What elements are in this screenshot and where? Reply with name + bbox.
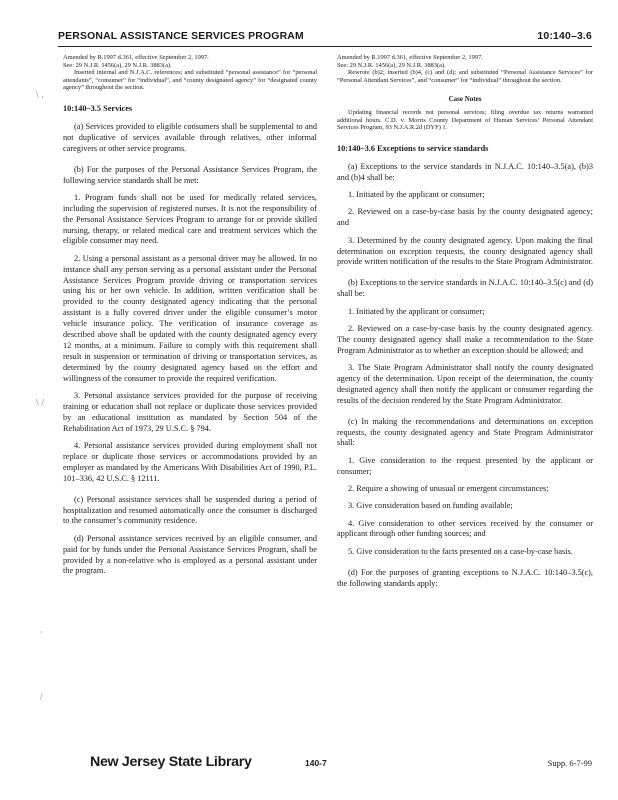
section-heading: 10:140–3.5 Services [63, 103, 133, 113]
paragraph: 2. Require a showing of unusual or emergent circumstances; [348, 483, 549, 493]
paragraph: 4. Personal assistance services provided during employment shall not replace or duplicate those services or accommodations provided by an employer as mandated by the Americans With Disabilities Act of 1990, P.L. 101–336, 42 U.S.C. § 12111. [63, 441, 317, 483]
header-title: PERSONAL ASSISTANCE SERVICES PROGRAM [58, 31, 304, 42]
paragraph: 1. Initiated by the applicant or consumer; [348, 190, 485, 200]
paragraph: 3. The State Program Administrator shall notify the county designated agency of the determination. Upon receipt of the determination, the county designated agency shall then notify the applicant or consumer regarding the results of the decision rendered by the State Program Administrator. [337, 363, 593, 405]
paragraph: (b) For the purposes of the Personal Assistance Services Program, the following service standards shall be met: [63, 164, 317, 185]
running-header [58, 30, 592, 47]
amendment-note: See: 29 N.J.R. 1456(a), 29 N.J.R. 3883(a). [63, 61, 172, 69]
margin-mark: \ / [36, 398, 44, 407]
paragraph: 2. Using a personal assistant as a personal driver may be allowed. In no instance shall any person serving as a personal assistant under the Personal Assistance Services Program provide driving or transportation services using his or her own vehicle. In addition, written verification shall be provided to the county designated agency indicating that the personal assistant is a fully covered driver under the eligible consumer’s motor vehicle insurance policy. The verification of insurance coverage as described above shall be updated with the county designated agency every 12 months, at a minimum. Failure to comply with this requirement shall result in suspension or termination of driving or transportation services, as determined by the county designated agency based on the effort and willingness of the consumer to provide the required verification. [63, 253, 317, 383]
amendment-note: See: 29 N.J.R. 1456(a), 29 N.J.R. 3883(a). [337, 61, 446, 69]
left-column [63, 54, 317, 584]
amendment-note: Inserted internal and N.J.A.C. references; and substituted “personal assistance” for “personal attendants”, “consumer” for “individual”, and “county designated agency” for “designated county agency” throughout the section. [63, 69, 317, 92]
supplement-date: Supp. 6-7-99 [547, 758, 592, 768]
paragraph: 5. Give consideration to the facts presented on a case-by-case basis. [348, 546, 573, 556]
paragraph: (d) Personal assistance services received by an eligible consumer, and paid for by funds under the Personal Assistance Services Program, shall be provided by a non-relative who is employed as a personal assistant under the program. [63, 533, 317, 576]
margin-mark: / [40, 692, 43, 701]
margin-mark: \ , [36, 90, 44, 99]
paragraph: 2. Reviewed on a case-by-case basis by the county designated agency. The county designated agency shall make a recommendation to the State Program Administrator as to whether an exception should be allowed; and [337, 323, 593, 355]
margin-mark: ' [40, 630, 43, 639]
header-section-number: 10:140–3.6 [537, 31, 592, 42]
paragraph: 2. Reviewed on a case-by-case basis by the county designated agency; and [337, 207, 593, 228]
paragraph: (d) For the purposes of granting exceptions to N.J.A.C. 10:140–3.5(c), the following standards apply: [337, 567, 593, 588]
paragraph: 3. Personal assistance services provided for the purpose of receiving training or education shall not replace or duplicate those services provided by an educational institution as mandated by Section 504 of the Rehabilitation Act of 1973, 29 U.S.C. § 794. [63, 390, 317, 433]
right-column [337, 54, 593, 596]
paragraph: 1. Give consideration to the request presented by the applicant or consumer; [337, 455, 593, 476]
paragraph: (a) Exceptions to the service standards in N.J.A.C. 10:140–3.5(a), (b)3 and (b)4 shall be: [337, 161, 593, 182]
library-logo: New Jersey State Library [90, 754, 252, 770]
paragraph: (b) Exceptions to the service standards in N.J.A.C. 10:140–3.5(c) and (d) shall be: [337, 278, 593, 299]
amendment-note: Rewrote (b)2; inserted (b)4, (c) and (d); and substituted “Personal Assistance Services” for “Personal Attendant Services”, and “consumer” for “individual” throughout the section. [337, 69, 593, 84]
paragraph: 3. Give consideration based on funding available; [348, 501, 513, 511]
paragraph: (a) Services provided to eligible consumers shall be supplemental to and not duplicative of services available through relatives, other informal caregivers or other service programs. [63, 121, 317, 153]
paragraph: (c) In making the recommendations and determinations on exception requests, the county designated agency and State Program Administrator shall: [337, 416, 593, 448]
page-footer [90, 754, 592, 778]
case-notes-heading: Case Notes [448, 95, 482, 104]
section-heading: 10:140–3.6 Exceptions to service standards [337, 144, 489, 154]
paragraph: 4. Give consideration to other services received by the consumer or applicant through other funding sources; and [337, 518, 593, 539]
case-note: Updating financial records not personal services; filing overdue tax returns warranted additional hours. C.D. v. Morris County Department of Human Services’ Personal Attendant Services Program, 93 N.J.A.R.2d (DYF) 1. [337, 109, 593, 132]
paragraph: 3. Determined by the county designated agency. Upon making the final determination on exception requests, the county designated agency shall provide written notification of the results to the State Program Administrator. [337, 235, 594, 267]
paragraph: (c) Personal assistance services shall be suspended during a period of hospitalization and resumed automatically once the consumer is discharged to the consumer’s community residence. [63, 494, 317, 526]
amendment-note: Amended by R.1997 d.361, effective September 2, 1997. [63, 54, 209, 61]
page-number: 140-7 [305, 758, 327, 768]
paragraph: 1. Program funds shall not be used for medically related services, including the supervision of registered nurses. It is not the responsibility of the Personal Assistance Services Program to arrange for or provide skilled nursing, therapy, or related medical care and treatment services which the eligible consumer may need. [63, 192, 317, 246]
paragraph: 1. Initiated by the applicant or consumer; [348, 306, 485, 316]
amendment-note: Amended by R.1997 d.361, effective September 2, 1997. [337, 54, 483, 61]
